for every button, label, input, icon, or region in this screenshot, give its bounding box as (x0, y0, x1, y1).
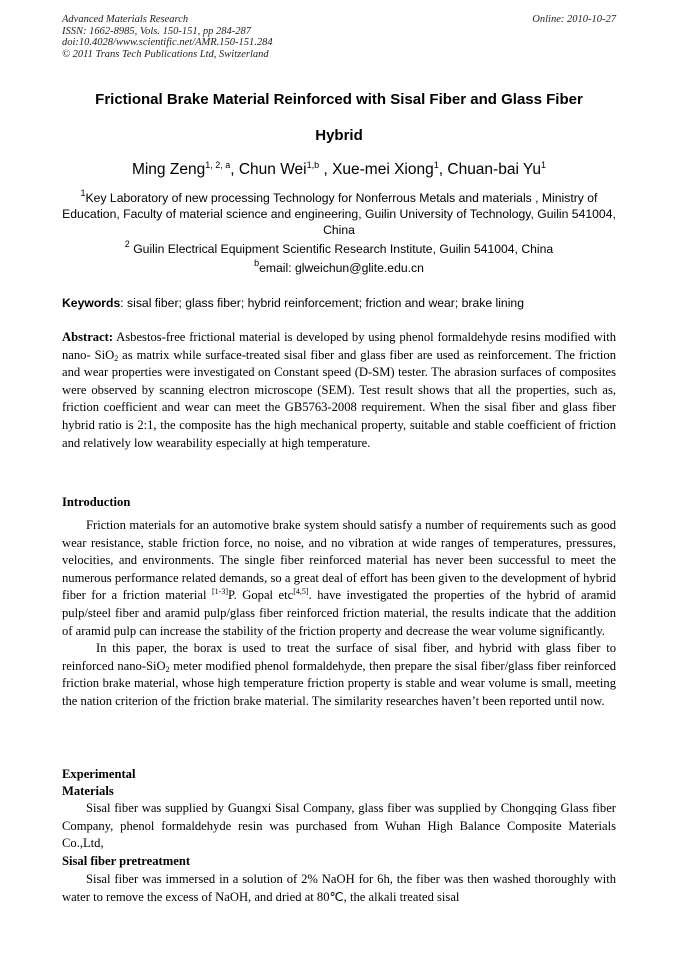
author-affiliation-mark: 1 (541, 160, 547, 170)
affiliation-text: Key Laboratory of new processing Technology for Nonferrous Metals and materials , Ministry of Education, Faculty of material science and engineering, Guilin University of Technology, Guilin 541004, China (62, 191, 616, 237)
paragraph-text: meter modified phenol formaldehyde, then prepare the sisal fiber/glass fiber reinforced friction brake material, whose high temperature friction property is stable and wear volume is small, meeting the nation criterion of the friction brake material. The similarity researches haven’t been reported until now. (62, 658, 616, 708)
pretreatment-body (62, 871, 616, 906)
citation: [4,5] (293, 587, 309, 597)
abstract (62, 329, 616, 452)
introduction-body (62, 517, 616, 711)
abstract-label: Abstract: (62, 330, 114, 344)
journal-header (62, 14, 616, 60)
author-list: Ming Zeng$^{1, 2, a}$, Chun Wei$^{1,b}$ , Xue-mei Xiong$^1$, Chuan-bai Yu$^1$ (131, 160, 547, 178)
subscript: 2 (114, 353, 119, 363)
affiliation-1 (62, 190, 616, 238)
author-name: Chuan-bai Yu (447, 161, 542, 178)
subsection-heading-pretreatment: Sisal fiber pretreatment (62, 854, 191, 868)
journal-issn: ISSN: 1662-8985, Vols. 150-151, pp 284-287 (62, 25, 251, 37)
author-name: Chun Wei (238, 161, 307, 178)
corresponding-email (62, 260, 616, 276)
paragraph (62, 640, 616, 710)
author-name: Xue-mei Xiong (332, 161, 434, 178)
subsection-heading-materials: Materials (62, 784, 114, 798)
paragraph-text: Friction materials for an automotive brake system should satisfy a number of requirements such as good wear resistance, stable friction force, no noise, and no vibration at wide ranges of temperatures, pressures, velocities, and environments. The single fiber reinforced material has never been successful to meet the numerous performance related demands, so a great deal of effort has been given to the development of hybrid fiber for a friction material (62, 518, 616, 603)
citation: [1-3] (211, 587, 228, 597)
affiliation-2 (62, 241, 616, 257)
paragraph-text: . have investigated the properties of the hybrid of aramid pulp/steel fiber and aramid pulp/glass fiber reinforced friction material, the results indicate that the addition of aramid pulp can increase the stability of the friction property and decrease the wear volume significantly. (62, 588, 616, 638)
abstract-text: Asbestos-free frictional material is developed by using phenol formaldehyde resins modified with nano- SiO (62, 330, 616, 362)
paragraph-text: P. Gopal etc (227, 588, 294, 603)
author-affiliation-mark: 1 (433, 160, 439, 170)
journal-name: Advanced Materials Research (62, 14, 189, 25)
email-text: email: glweichun@glite.edu.cn (259, 261, 424, 275)
author-affiliation-mark: 1, 2, a (205, 160, 231, 170)
online-date: Online: 2010-10-27 (532, 14, 616, 25)
abstract-text: as matrix while surface-treated sisal fiber and glass fiber are used as reinforcement. The friction and wear properties were investigated on Constant speed (D-SM) tester. The abrasion surfaces of composites were observed by scanning electron microscope (SEM). Test result shows that all the properties, such as, friction coefficient and wear can meet the GB5763-2008 requirement. When the sisal fiber and glass fiber hybrid ratio is 2:1, the composite has the high mechanical property, suitable and stable coefficient of friction and relatively low wearability especially at high temperature. (62, 347, 616, 450)
keywords-text: : sisal fiber; glass fiber; hybrid reinforcement; friction and wear; brake lining (120, 296, 524, 310)
affiliation-text: Guilin Electrical Equipment Scientific Research Institute, Guilin 541004, China (133, 242, 554, 256)
author-name: Ming Zeng (131, 161, 206, 178)
email-mark: b (254, 258, 260, 268)
section-heading-experimental: Experimental (62, 767, 136, 781)
paper-title-line2: Hybrid (315, 127, 363, 144)
keywords-label: Keywords (62, 296, 121, 310)
journal-doi: doi:10.4028/www.scientific.net/AMR.150-151.284 (62, 37, 273, 48)
paragraph-text: In this paper, the borax is used to treat the surface of sisal fiber, and hybrid with glass fiber to reinforced nano-SiO (62, 641, 616, 673)
materials-body (62, 800, 616, 853)
affiliation-mark: 1 (80, 188, 86, 198)
paragraph: Sisal fiber was immersed in a solution of 2% NaOH for 6h, the fiber was then washed thoroughly with water to remove the excess of NaOH, and dried at 80℃, the alkali treated sisal (62, 872, 616, 904)
affiliation-mark: 2 (124, 239, 130, 249)
paragraph (62, 517, 616, 640)
paragraph: Sisal fiber was supplied by Guangxi Sisal Company, glass fiber was supplied by Chongqing Glass fiber Company, phenol formaldehyde resin was purchased from Wuhan High Balance Composite Materials Co.,Ltd, (62, 801, 616, 851)
journal-copyright: © 2011 Trans Tech Publications Ltd, Switzerland (62, 48, 269, 60)
author-affiliation-mark: 1,b (306, 160, 320, 170)
section-heading-introduction: Introduction (62, 495, 131, 509)
subscript: 2 (165, 664, 170, 674)
paper-title-line1: Frictional Brake Material Reinforced with Sisal Fiber and Glass Fiber (95, 91, 583, 108)
keywords (62, 295, 616, 311)
